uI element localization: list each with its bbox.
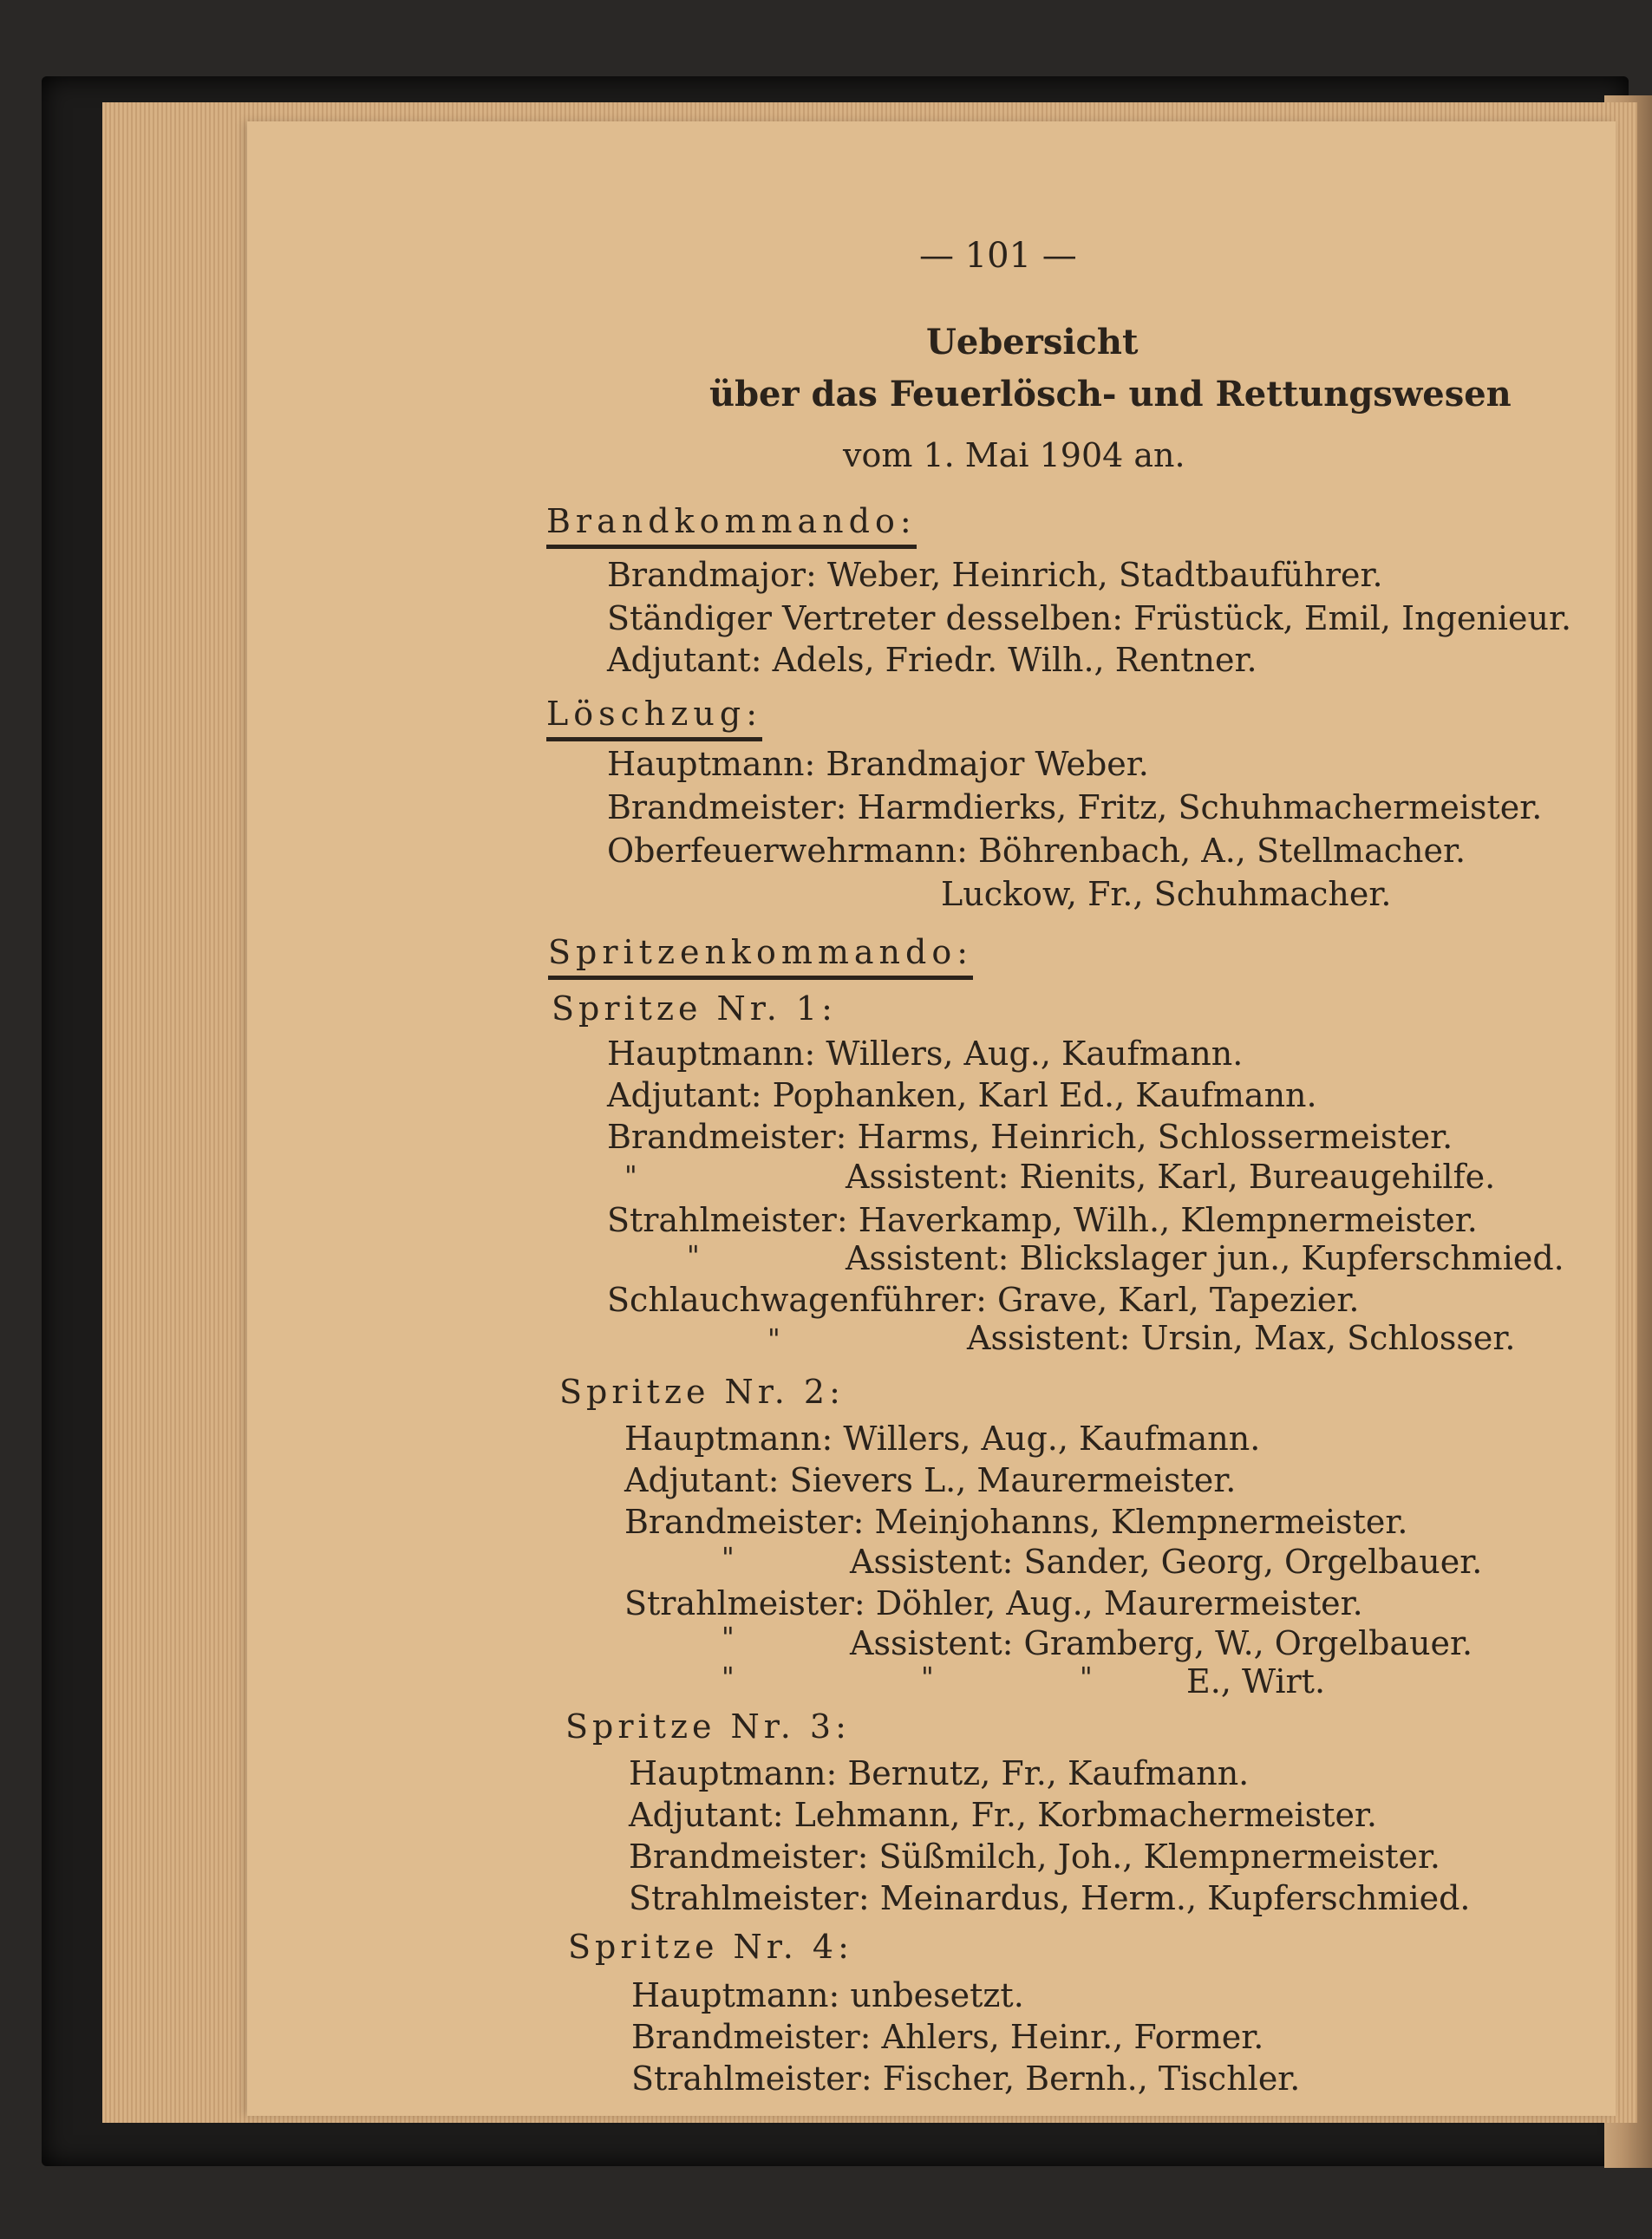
text-line: Assistent: Rienits, Karl, Bureaugehilfe. <box>846 1158 1496 1196</box>
text-line: Schlauchwagenführer: Grave, Karl, Tapezier. <box>607 1281 1360 1319</box>
text-line: Hauptmann: Willers, Aug., Kaufmann. <box>607 1035 1244 1073</box>
subsection-spritze-3: Spritze Nr. 3: <box>565 1707 851 1746</box>
text-line: Brandmeister: Meinjohanns, Klempnermeister. <box>624 1503 1408 1541</box>
section-loeschzug: Löschzug: <box>546 694 762 741</box>
ditto-mark: " <box>1080 1661 1093 1694</box>
text-line: Assistent: Blickslager jun., Kupferschmied. <box>846 1239 1564 1277</box>
subtitle: über das Feuerlösch- und Rettungswesen <box>709 374 1512 415</box>
section-spritzenkommando: Spritzenkommando: <box>548 932 973 980</box>
ditto-mark: " <box>624 1159 637 1192</box>
text-line: Assistent: Sander, Georg, Orgelbauer. <box>850 1543 1483 1581</box>
text-line: Ständiger Vertreter desselben: Früstück, Emil, Ingenieur. <box>607 599 1572 637</box>
ditto-mark: " <box>921 1661 934 1694</box>
text-line: Brandmeister: Harmdierks, Fritz, Schuhmachermeister. <box>607 788 1543 826</box>
text-line: Oberfeuerwehrmann: Böhrenbach, A., Stellmacher. <box>607 832 1466 870</box>
text-line: Hauptmann: Bernutz, Fr., Kaufmann. <box>629 1754 1250 1792</box>
ditto-mark: " <box>722 1541 735 1574</box>
text-line: Adjutant: Adels, Friedr. Wilh., Rentner. <box>607 641 1257 679</box>
text-line: Adjutant: Sievers L., Maurermeister. <box>624 1461 1237 1499</box>
text-line: Hauptmann: unbesetzt. <box>631 1976 1024 2014</box>
ditto-mark: " <box>687 1239 700 1272</box>
ditto-mark: " <box>722 1621 735 1654</box>
text-line: Assistent: Gramberg, W., Orgelbauer. <box>850 1624 1473 1662</box>
ditto-mark: " <box>722 1661 735 1694</box>
text-line: Luckow, Fr., Schuhmacher. <box>941 875 1392 913</box>
text-line: Brandmeister: Süßmilch, Joh., Klempnermeister. <box>629 1838 1441 1876</box>
text-line: Brandmeister: Ahlers, Heinr., Former. <box>631 2018 1264 2056</box>
subsection-spritze-4: Spritze Nr. 4: <box>568 1928 853 1966</box>
text-line: Brandmeister: Harms, Heinrich, Schlossermeister. <box>607 1118 1453 1156</box>
subsection-spritze-1: Spritze Nr. 1: <box>552 989 837 1028</box>
text-line: Strahlmeister: Meinardus, Herm., Kupferschmied. <box>629 1879 1471 1917</box>
text-line: Brandmajor: Weber, Heinrich, Stadtbauführer. <box>607 556 1383 594</box>
subsection-spritze-2: Spritze Nr. 2: <box>559 1373 845 1411</box>
text-line: E., Wirt. <box>1186 1662 1326 1700</box>
text-line: Adjutant: Lehmann, Fr., Korbmachermeister. <box>629 1796 1377 1834</box>
text-line: Hauptmann: Brandmajor Weber. <box>607 745 1149 783</box>
text-line: Hauptmann: Willers, Aug., Kaufmann. <box>624 1420 1261 1458</box>
page-number: — 101 — <box>919 236 1077 276</box>
ditto-mark: " <box>767 1322 780 1355</box>
text-line: Adjutant: Pophanken, Karl Ed., Kaufmann. <box>607 1076 1317 1114</box>
text-line: Strahlmeister: Fischer, Bernh., Tischler. <box>631 2059 1301 2098</box>
text-line: Strahlmeister: Döhler, Aug., Maurermeister. <box>624 1584 1363 1622</box>
section-brandkommando: Brandkommando: <box>546 501 917 549</box>
title: Uebersicht <box>926 322 1139 362</box>
text-line: Assistent: Ursin, Max, Schlosser. <box>967 1319 1516 1357</box>
text-line: Strahlmeister: Haverkamp, Wilh., Klempnermeister. <box>607 1201 1478 1239</box>
date-line: vom 1. Mai 1904 an. <box>843 436 1185 474</box>
